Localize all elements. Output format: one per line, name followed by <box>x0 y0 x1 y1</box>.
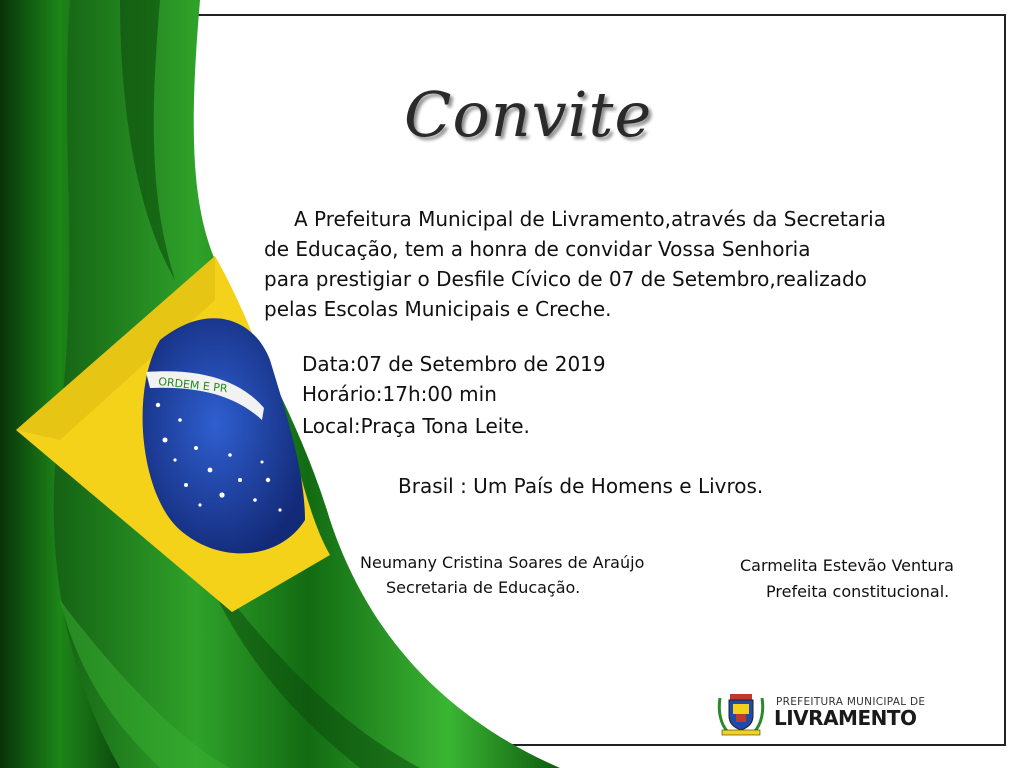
signature-2-name: Carmelita Estevão Ventura <box>740 556 954 575</box>
motto-text: Brasil : Um País de Homens e Livros. <box>398 474 764 498</box>
paragraph-line-4: pelas Escolas Municipais e Creche. <box>264 297 612 321</box>
signature-1-name: Neumany Cristina Soares de Araújo <box>360 553 645 572</box>
paragraph-line-2: de Educação, tem a honra de convidar Vossa Senhoria <box>264 237 811 261</box>
signature-2-role: Prefeita constitucional. <box>766 582 950 601</box>
event-date: Data:07 de Setembro de 2019 <box>302 352 606 376</box>
municipality-logo <box>714 690 944 738</box>
logo-top-line: PREFEITURA MUNICIPAL DE <box>776 696 926 708</box>
paragraph-line-3: para prestigiar o Desfile Cívico de 07 de Setembro,realizado <box>264 267 867 291</box>
paragraph-line-1: A Prefeitura Municipal de Livramento,através da Secretaria <box>294 207 886 231</box>
event-time: Horário:17h:00 min <box>302 382 497 406</box>
crest-icon <box>714 690 768 738</box>
event-place: Local:Praça Tona Leite. <box>302 414 530 438</box>
logo-name: LIVRAMENTO <box>774 706 917 730</box>
signature-1-role: Secretaria de Educação. <box>386 578 581 597</box>
invitation-title: Convite <box>404 78 653 151</box>
flag-motto-text: ORDEM E PR <box>157 375 229 396</box>
